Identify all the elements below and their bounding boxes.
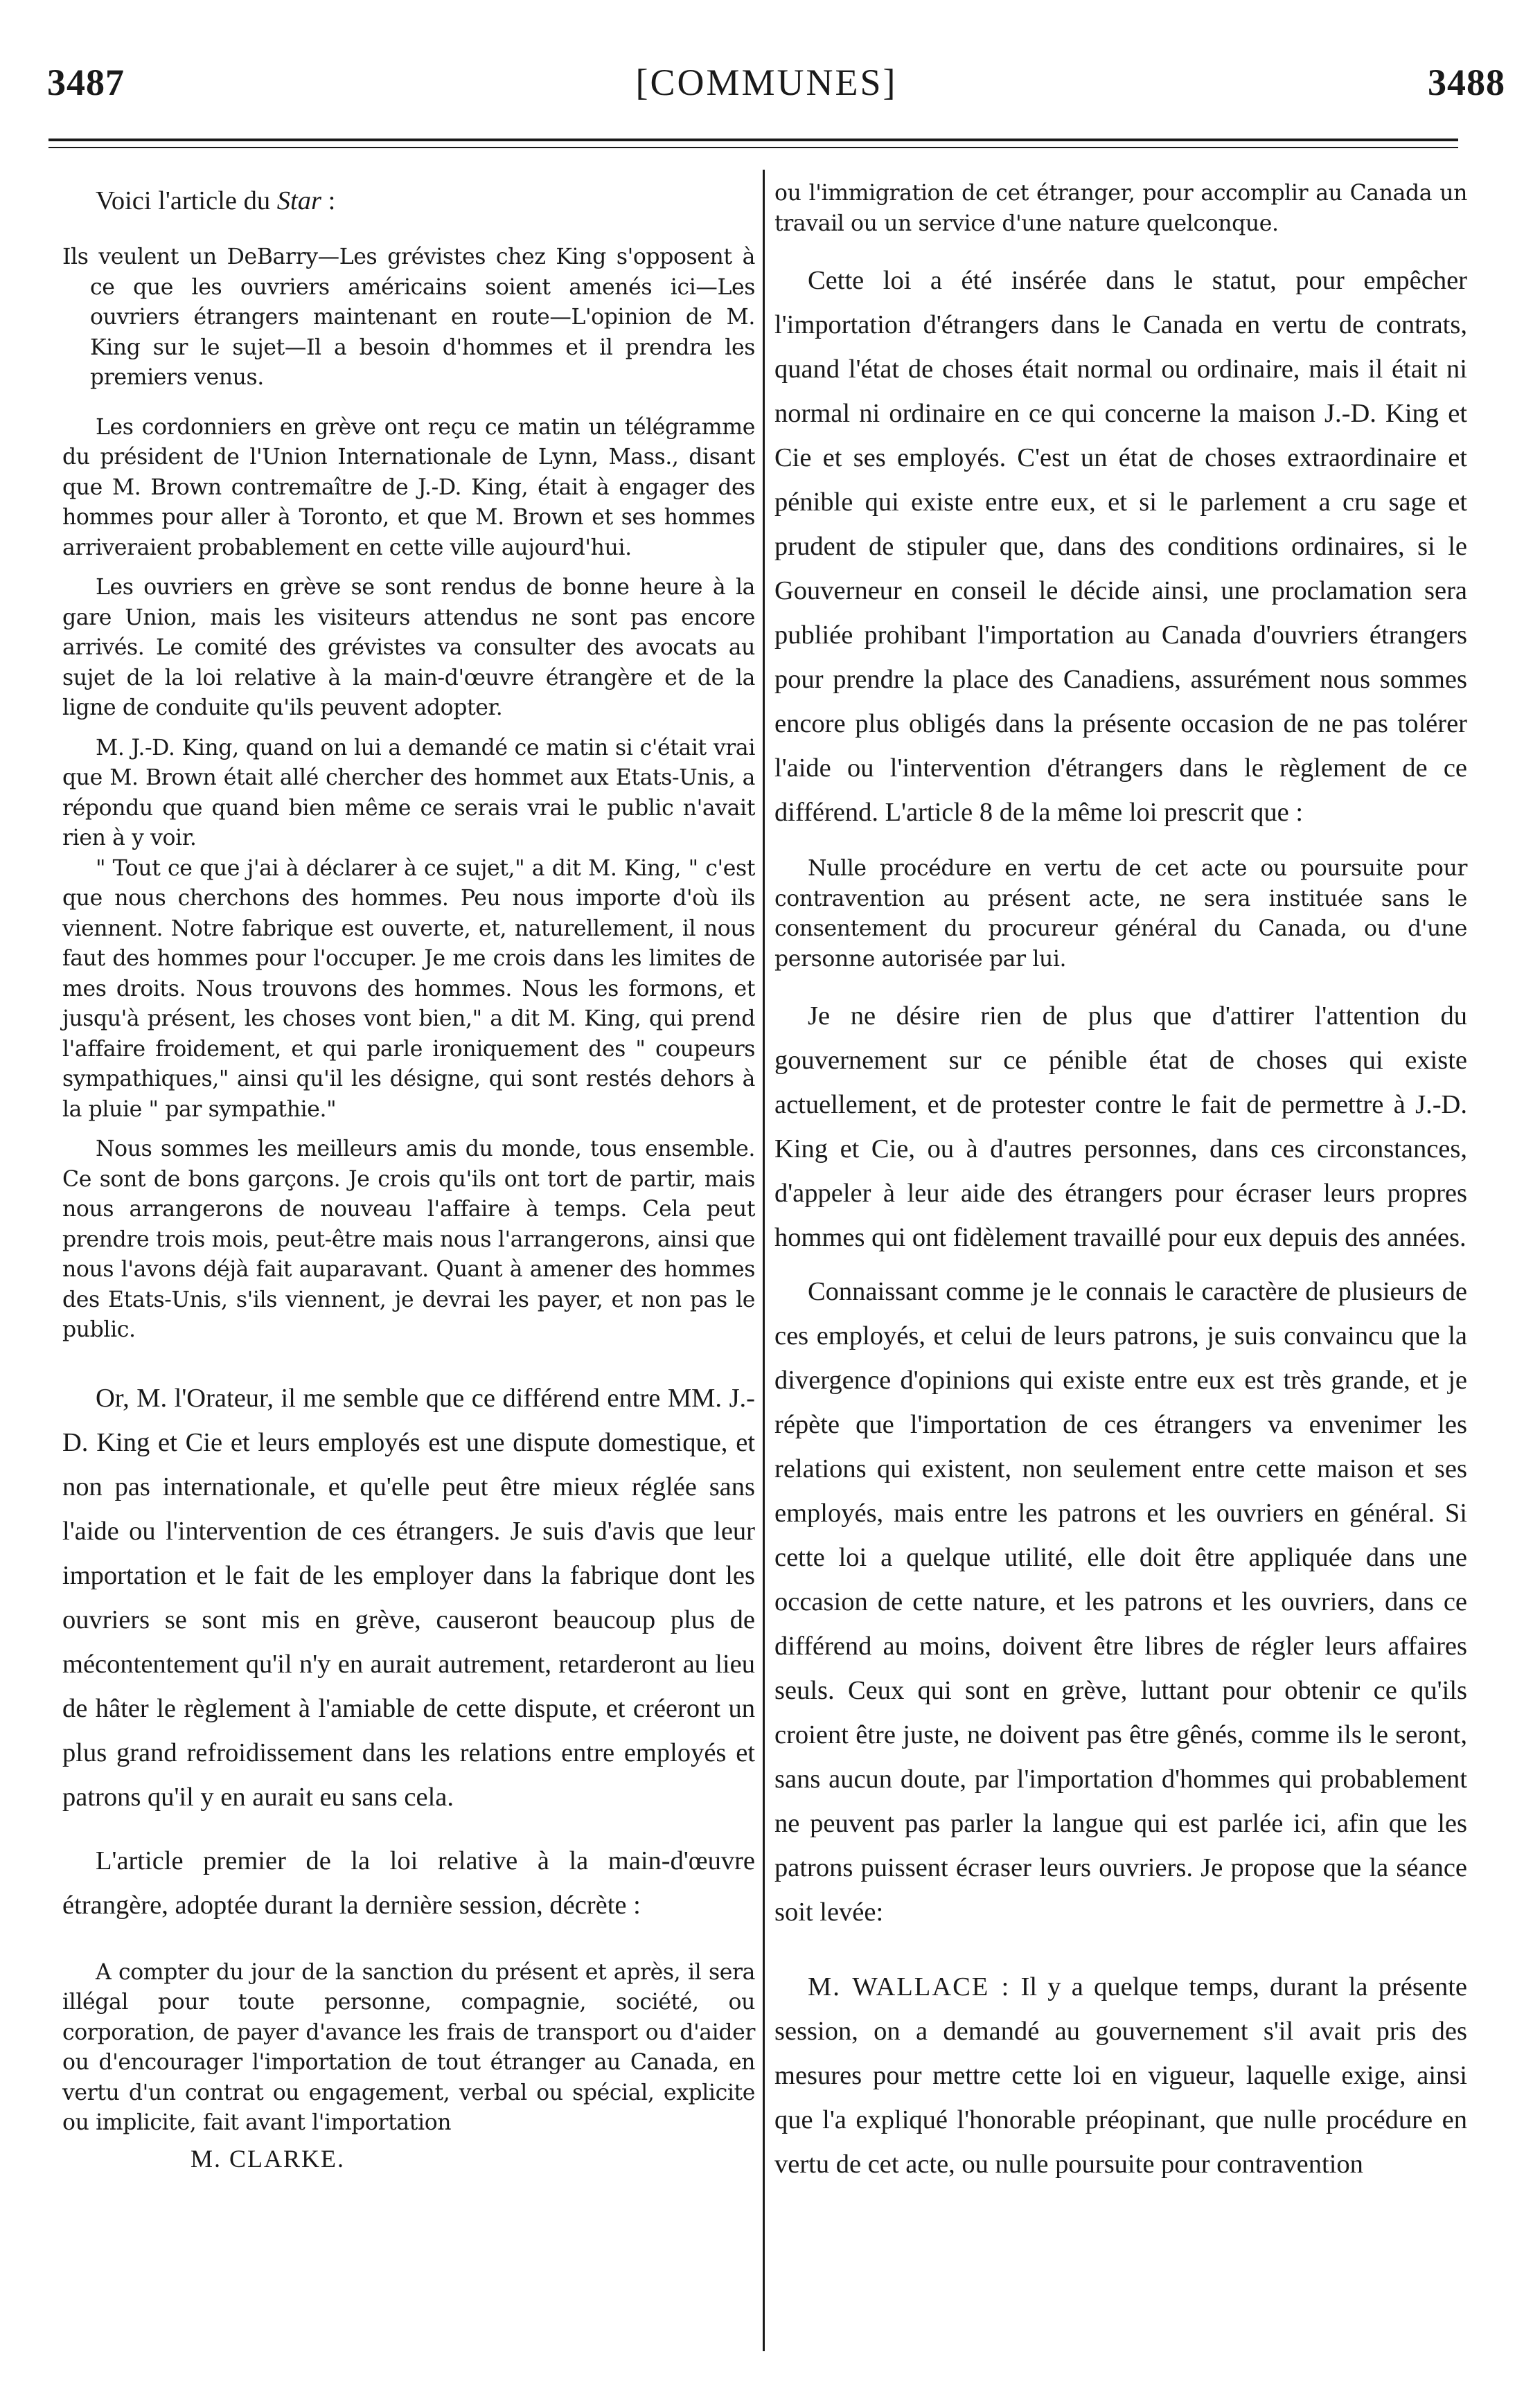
star-paragraph: M. J.-D. King, quand on lui a demandé ce matin si c'était vrai que M. Brown était allé chercher des hommet aux Etats-Unis, a répondu que quand bien même ce serais vrai le public n'avait rien à y voir. (62, 735, 755, 850)
intro-prefix: Voici l'article du (96, 186, 271, 215)
law-quote-article-1-continued: ou l'immigration de cet étranger, pour accomplir au Canada un travail ou un service d'une nature quelconque. (774, 181, 1467, 236)
wallace-text: Il y a quelque temps, durant la présente session, on a demandé au gouvernement s'il avait pris des mesures pour mettre cette loi en vigueur, laquelle exige, ainsi que l'a expliqué l'honorable préopinant, que nulle procédure en vertu de cet acte, ou nulle poursuite pour contravention (774, 1972, 1467, 2179)
speaker-signature: M. CLARKE. (190, 2144, 346, 2173)
law-quote-article-8: Nulle procédure en vertu de cet acte ou poursuite pour contravention au présent acte, ne sera instituée sans le consentement du procureur général du Canada, ou d'une personne autorisée par lui. (774, 856, 1467, 972)
intro-source: Star (276, 186, 321, 215)
speech-paragraph: L'article premier de la loi relative à la main-d'œuvre étrangère, adoptée durant la dernière session, décrète : (62, 1846, 755, 1920)
wallace-speech (774, 1965, 1467, 2186)
speech-paragraph: Cette loi a été insérée dans le statut, pour empêcher l'importation d'étrangers dans le Canada en vertu de contrats, quand l'état de choses était normal ou ordinaire, mais il était ni normal ni ordinaire en ce qui concerne la maison J.-D. King et Cie et ses employés. C'est un état de choses extraordinaire et pénible qui existe entre eux, et si le parlement a cru sage et prudent de stipuler que, dans des conditions ordinaires, si le Gouverneur en conseil le décide ainsi, une proclamation sera publiée prohibant l'importation au Canada d'ouvriers étrangers pour prendre la place des Canadiens, assurément nous sommes encore plus obligés dans la présente occasion de ne pas tolérer l'aide ou l'intervention d'étrangers dans le règlement de ce différend. L'article 8 de la même loi prescrit que : (774, 266, 1467, 827)
star-paragraph: Nous sommes les meilleurs amis du monde, tous ensemble. Ce sont de bons garçons. Je crois qu'ils ont tort de partir, mais nous arrangerons de nouveau l'affaire à temps. Cela peut prendre trois mois, peut-être mais nous l'arrangerons, ainsi que nous l'avons déjà fait auparavant. Quant à amener des hommes des Etats-Unis, s'ils viennent, je devrai les payer, et non pas le public. (62, 1136, 755, 1342)
star-paragraph: Les ouvriers en grève se sont rendus de bonne heure à la gare Union, mais les visiteurs attendus ne sont pas encore arrivés. Le comité des grévistes va consulter des avocats au sujet de la loi relative à la main-d'œuvre étrangère et de la ligne de conduite qu'ils peuvent adopter. (62, 575, 755, 720)
page-number-right: 3488 (1428, 62, 1505, 103)
running-title: [COMMUNES] (635, 62, 898, 103)
speech-paragraph: Connaissant comme je le connais le caractère de plusieurs de ces employés, et celui de leurs patrons, je suis convaincu que la divergence d'opinions qui existe entre eux est très grande, et je répète que l'importation de ces étrangers va envenimer les relations qui existent, non seulement entre cette maison et ses employés, mais entre les patrons et les ouvriers en général. Si cette loi a quelque utilité, elle doit être appliquée dans une occasion de cette nature, et les patrons et les ouvriers, dans ce différend au moins, doivent être libres de régler leurs affaires seuls. Ceux qui sont en grève, luttant pour obtenir ce qu'ils croient être juste, ne doivent pas être gênés, comme ils le seront, sans aucun doute, par l'importation d'hommes qui probablement ne peuvent pas parler la langue qui est parlée ici, afin que les patrons puissent écraser leurs ouvriers. Je propose que la séance soit levée: (774, 1277, 1467, 1927)
left-column (62, 179, 755, 2173)
header-rule-thick (48, 139, 1458, 141)
star-headline: Ils veulent un DeBarry—Les grévistes chez King s'opposent à ce que les ouvriers américains soient amenés ici—Les ouvriers étrangers maintenant en route—L'opinion de M. King sur le sujet—Il a besoin d'hommes et il prendra les premiers venus. (62, 244, 755, 390)
speech-paragraph: Or, M. l'Orateur, il me semble que ce différend entre MM. J.-D. King et Cie et leurs employés est une dispute domestique, et non pas internationale, et qu'elle peut être mieux réglée sans l'aide ou l'intervention de ces étrangers. Je suis d'avis que leur importation et le fait de les employer dans la fabrique dont les ouvriers se sont mis en grève, causeront beaucoup plus de mécontentement qu'il n'y en aurait autrement, retarderont au lieu de hâter le règlement à l'amiable de cette dispute, et créeront un plus grand refroidissement dans les relations entre employés et patrons qu'il y en aurait eu sans cela. (62, 1383, 755, 1812)
speech-paragraph: Je ne désire rien de plus que d'attirer l'attention du gouvernement sur ce pénible état de choses qui existe actuellement, et de protester contre le fait de permettre à J.-D. King et Cie, ou à d'autres personnes, dans ces circonstances, d'appeler à leur aide des étrangers pour écraser leurs propres hommes qui ont fidèlement travaillé pour eux depuis des années. (774, 1001, 1467, 1252)
law-quote-article-1: A compter du jour de la sanction du présent et après, il sera illégal pour toute personne, compagnie, société, ou corporation, de payer d'avance les frais de transport ou d'aider ou d'encourager l'importation de tout étranger au Canada, en vertu d'un contrat ou engagement, verbal ou spécial, explicite ou implicite, fait avant l'importation (62, 1959, 755, 2135)
column-divider (763, 170, 765, 2351)
star-intro (62, 179, 755, 223)
page-number-left: 3487 (47, 62, 125, 103)
header-rule-thin (48, 147, 1458, 148)
speaker-name: M. WALLACE : (808, 1972, 1011, 2001)
star-paragraph: " Tout ce que j'ai à déclarer à ce sujet," a dit M. King, " c'est que nous cherchons des hommes. Peu nous importe d'où ils viennent. Notre fabrique est ouverte, et, naturellement, il nous faut des hommes pour l'occuper. Je me crois dans les limites de mes droits. Nous trouvons des hommes. Nous les formons, et jusqu'à présent, les choses vont bien," a dit M. King, qui prend l'affaire froidement, et qui parle ironiquement des " coupeurs sympathiques," ainsi qu'il les désigne, qui sont restés dehors à la pluie " par sympathie." (62, 855, 755, 1122)
right-column (774, 179, 1467, 2186)
intro-suffix: : (328, 186, 336, 215)
star-paragraph: Les cordonniers en grève ont reçu ce matin un télégramme du président de l'Union Internationale de Lynn, Mass., disant que M. Brown contremaître de J.-D. King, était à engager des hommes pour aller à Toronto, et que M. Brown et ses hommes arriveraient probablement en cette ville aujourd'hui. (62, 414, 755, 560)
